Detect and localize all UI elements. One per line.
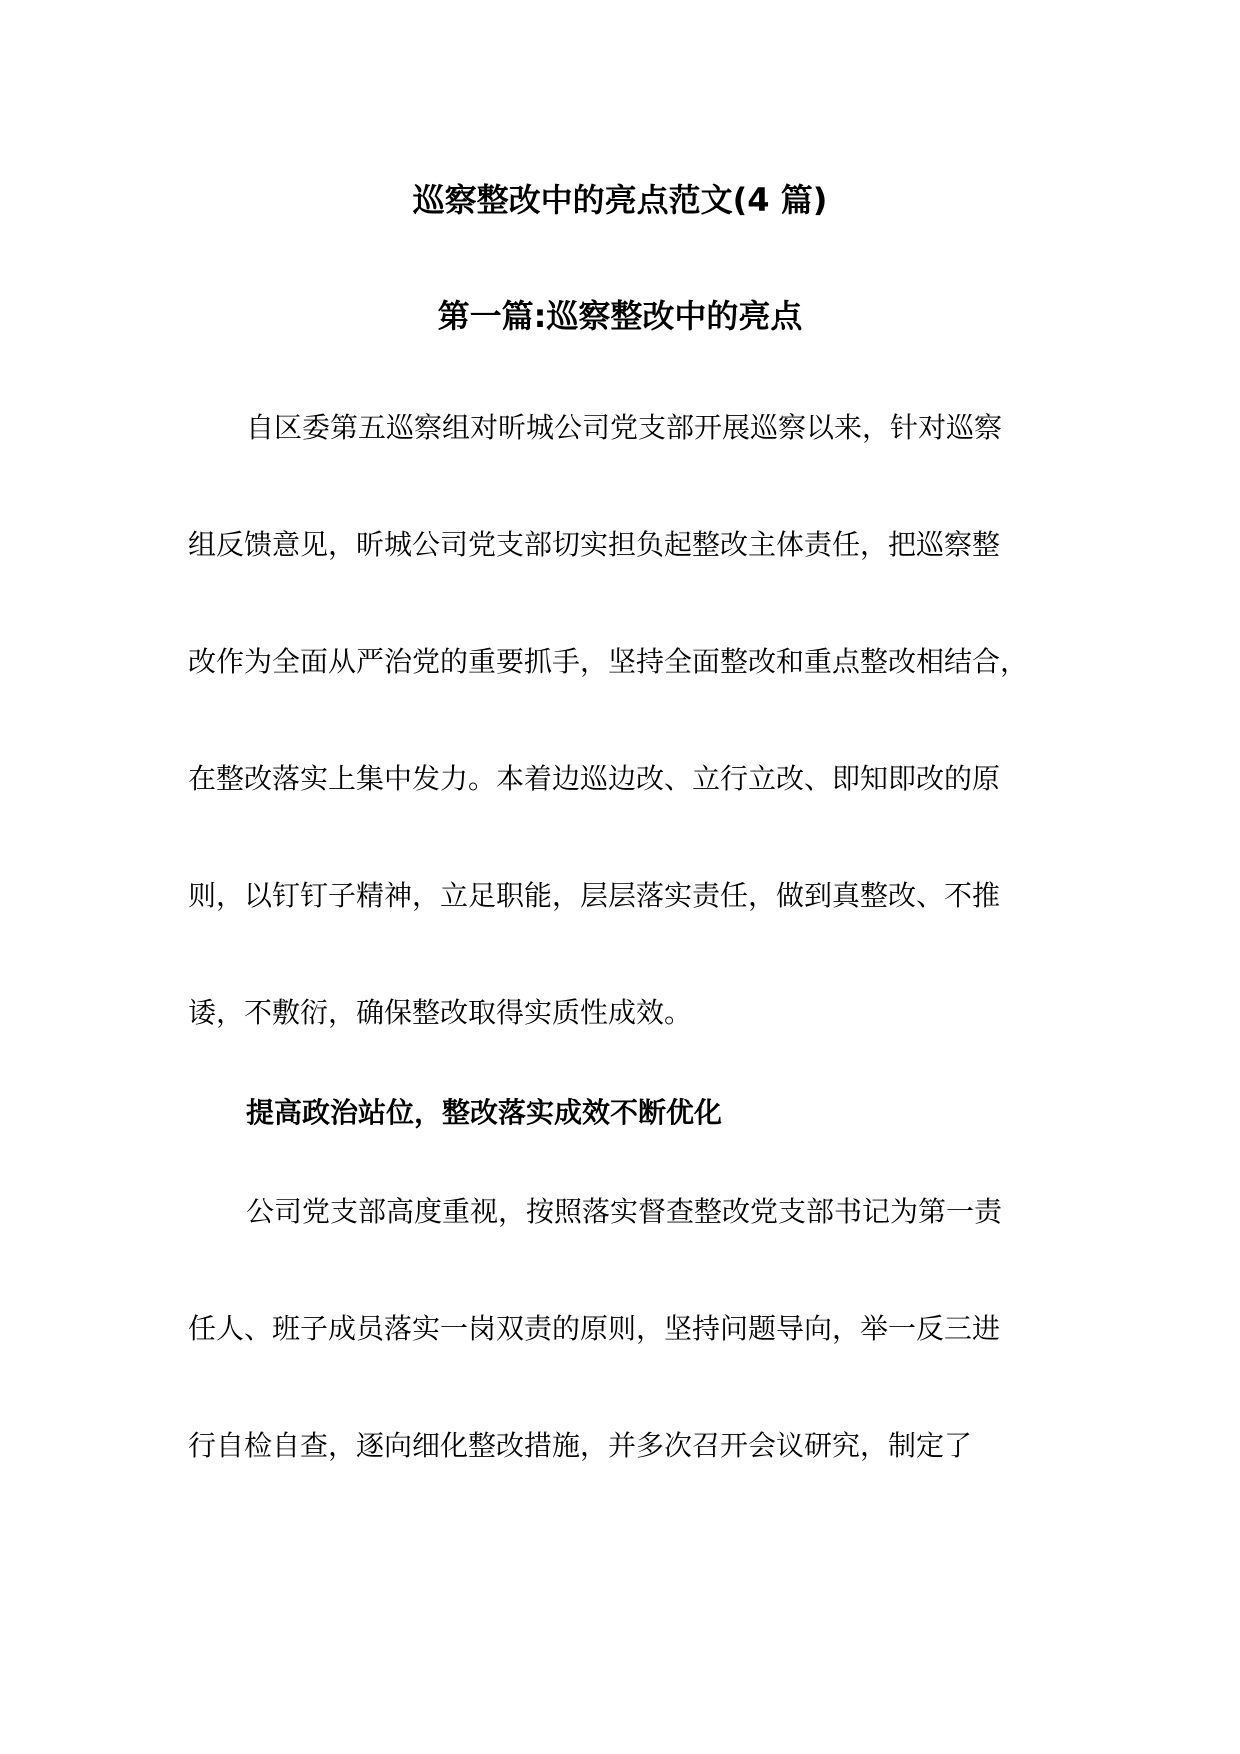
paragraph-line: 自区委第五巡察组对昕城公司党支部开展巡察以来，针对巡察 — [246, 411, 1003, 444]
document-title: 巡察整改中的亮点范文(4 篇) — [412, 181, 828, 219]
paragraph-line: 公司党支部高度重视，按照落实督查整改党支部书记为第一责 — [246, 1195, 1003, 1228]
paragraph-line: 诿，不敷衍，确保整改取得实质性成效。 — [188, 996, 693, 1029]
subheading: 提高政治站位，整改落实成效不断优化 — [246, 1096, 723, 1129]
paragraph-line: 组反馈意见，昕城公司党支部切实担负起整改主体责任，把巡察整 — [188, 528, 1001, 561]
section-title: 第一篇:巡察整改中的亮点 — [437, 297, 803, 335]
paragraph-line: 行自检自查，逐向细化整改措施，并多次召开会议研究，制定了 — [188, 1429, 973, 1462]
paragraph-line: 任人、班子成员落实一岗双责的原则，坚持问题导向，举一反三进 — [188, 1312, 1001, 1345]
paragraph-line: 在整改落实上集中发力。本着边巡边改、立行立改、即知即改的原 — [188, 762, 1001, 795]
paragraph-line: 则，以钉钉子精神，立足职能，层层落实责任，做到真整改、不推 — [188, 879, 1001, 912]
paragraph-line: 改作为全面从严治党的重要抓手，坚持全面整改和重点整改相结合， — [188, 645, 1029, 678]
